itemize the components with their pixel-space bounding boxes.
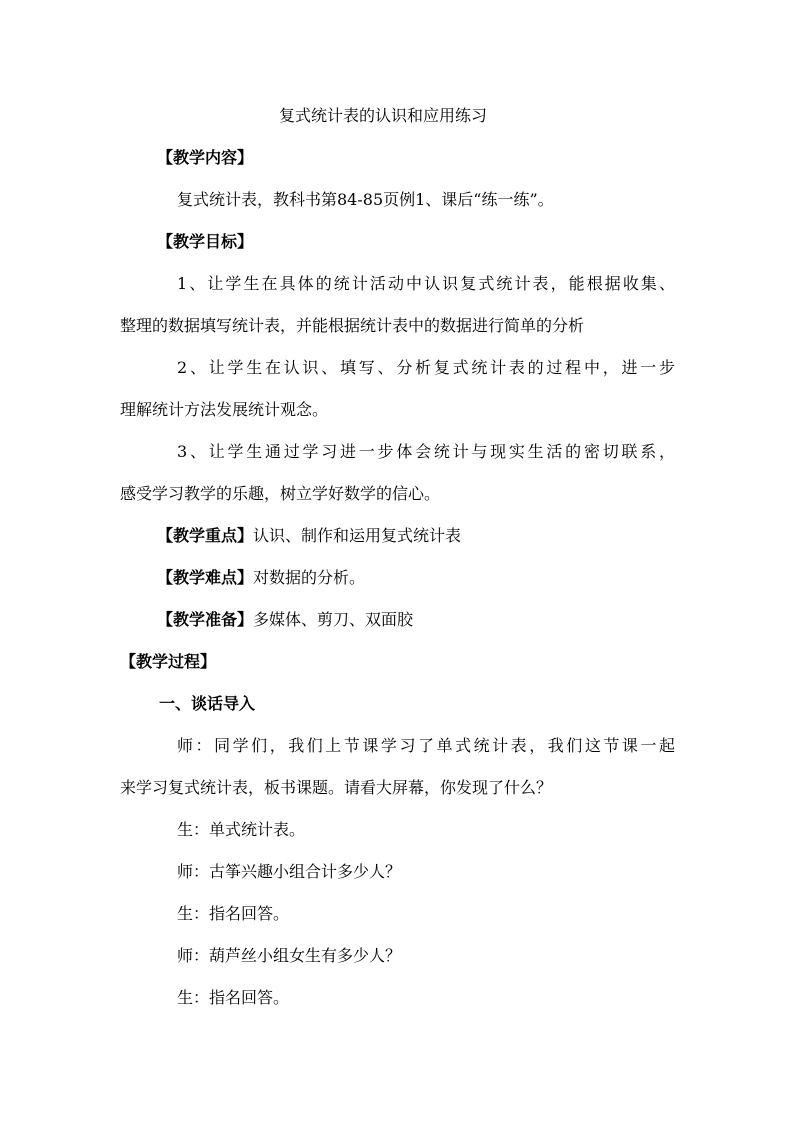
dialog-1-line-1: 师：同学们，我们上节课学习了单式统计表，我们这节课一起 xyxy=(177,736,675,755)
goal-3-line-2: 感受学习教学的乐趣，树立学好数学的信心。 xyxy=(120,484,441,503)
key-point-line xyxy=(157,526,461,546)
section-1-heading: 一、谈话导入 xyxy=(159,694,256,713)
dialog-4: 生：指名回答。 xyxy=(177,904,290,923)
dialog-6: 生：指名回答。 xyxy=(177,988,290,1007)
preparation-line xyxy=(157,610,413,630)
dialog-5: 师：葫芦丝小组女生有多少人？ xyxy=(177,946,402,965)
difficulty-text: 对数据的分析。 xyxy=(253,568,366,587)
preparation-heading: 【教学准备】 xyxy=(157,610,254,629)
dialog-3: 师：古筝兴趣小组合计多少人？ xyxy=(177,862,402,881)
key-point-heading: 【教学重点】 xyxy=(157,526,254,545)
content-heading: 【教学内容】 xyxy=(157,148,254,167)
dialog-1-line-2: 来学习复式统计表，板书课题。请看大屏幕，你发现了什么？ xyxy=(120,778,553,797)
goals-heading: 【教学目标】 xyxy=(157,232,254,251)
goal-2-line-1: 2、让学生在认识、填写、分析复式统计表的过程中，进一步 xyxy=(177,358,675,377)
difficulty-line xyxy=(157,568,365,588)
goal-3-line-1: 3、让学生通过学习进一步体会统计与现实生活的密切联系， xyxy=(177,442,675,461)
difficulty-heading: 【教学难点】 xyxy=(157,568,254,587)
content-text: 复式统计表，教科书第84-85页例1、课后“练一练”。 xyxy=(177,190,554,209)
goal-2-line-2: 理解统计方法发展统计观念。 xyxy=(120,400,329,419)
preparation-text: 多媒体、剪刀、双面胶 xyxy=(253,610,414,629)
key-point-text: 认识、制作和运用复式统计表 xyxy=(253,526,462,545)
dialog-2: 生：单式统计表。 xyxy=(177,820,306,839)
document-title: 复式统计表的认识和应用练习 xyxy=(279,106,488,125)
process-heading: 【教学过程】 xyxy=(120,652,217,671)
goal-1-line-2: 整理的数据填写统计表，并能根据统计表中的数据进行简单的分析 xyxy=(120,316,585,335)
goal-1-line-1: 1、让学生在具体的统计活动中认识复式统计表，能根据收集、 xyxy=(177,274,675,293)
